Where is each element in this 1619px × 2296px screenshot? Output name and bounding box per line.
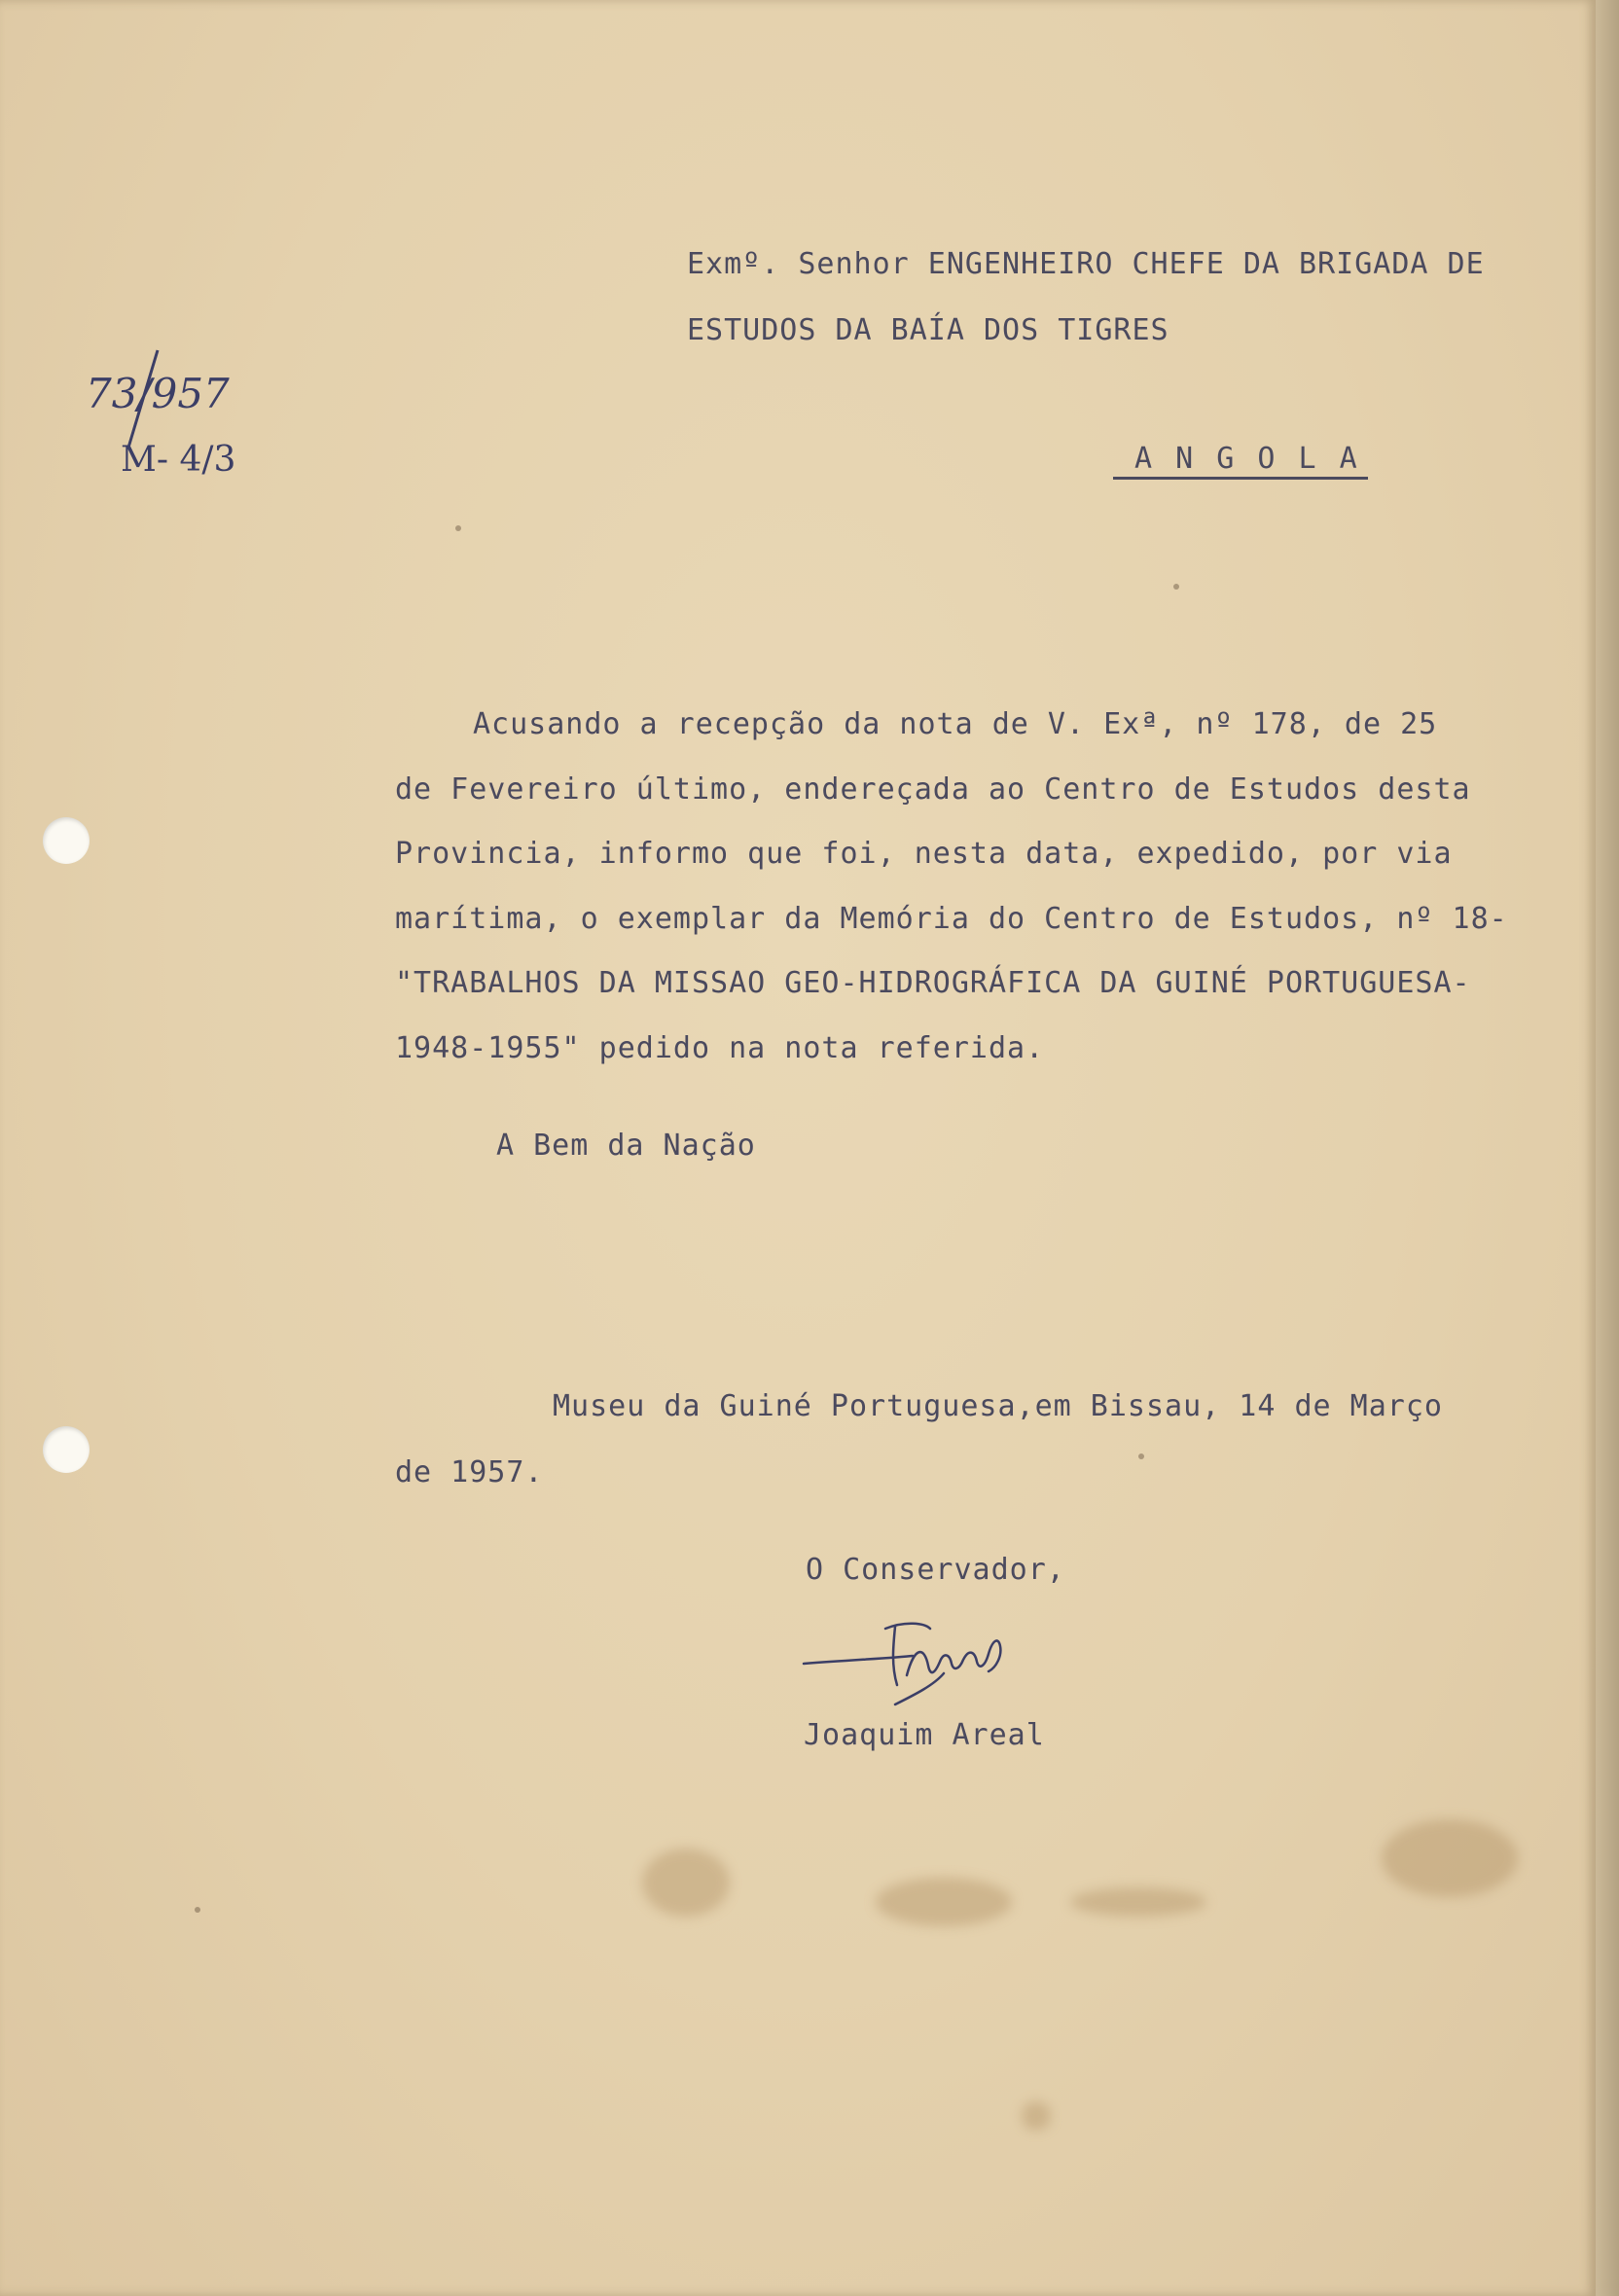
- paper-stain: [1070, 1887, 1206, 1917]
- recipient-location: A N G O L A: [1134, 442, 1360, 476]
- body-line: Provincia, informo que foi, nesta data, expedido, por via: [395, 837, 1453, 871]
- body-line: de Fevereiro último, endereçada ao Centro de Estudos desta: [395, 771, 1471, 807]
- place-date-line-1: Museu da Guiné Portuguesa,em Bissau, 14 de Março: [553, 1389, 1443, 1423]
- recipient-line-2: ESTUDOS DA BAÍA DOS TIGRES: [687, 313, 1169, 347]
- paper-speck: [455, 525, 461, 531]
- file-code: M- 4/3: [121, 440, 236, 480]
- page-edge: [1596, 0, 1619, 2296]
- reference-slash: [111, 346, 169, 453]
- paper-stain: [642, 1848, 730, 1917]
- paper-stain: [1022, 2101, 1051, 2131]
- body-line: marítima, o exemplar da Memória do Centro de Estudos, nº 18-: [395, 901, 1508, 936]
- paper-speck: [1138, 1453, 1144, 1459]
- handwritten-signature: [798, 1607, 1070, 1724]
- punch-hole-bottom: [43, 1426, 90, 1473]
- signatory-title: O Conservador,: [806, 1553, 1065, 1587]
- location-underline: [1113, 477, 1368, 480]
- body-line: 1948-1955" pedido na nota referida.: [395, 1030, 1045, 1065]
- body-line: Acusando a recepção da nota de V. Exª, nº 178, de 25: [473, 707, 1438, 741]
- closing-salutation: A Bem da Nação: [496, 1129, 756, 1163]
- paper-stain: [876, 1878, 1012, 1926]
- paper-speck: [195, 1907, 200, 1913]
- punch-hole-top: [43, 817, 90, 864]
- signatory-name: Joaquim Areal: [804, 1718, 1045, 1752]
- letter-body: [395, 693, 1572, 1081]
- body-line: "TRABALHOS DA MISSAO GEO-HIDROGRÁFICA DA GUINÉ PORTUGUESA-: [395, 966, 1471, 1000]
- recipient-line-1: Exmº. Senhor ENGENHEIRO CHEFE DA BRIGADA DE: [687, 247, 1485, 281]
- paper-stain: [1382, 1819, 1518, 1897]
- reference-number: 73/957: [86, 370, 230, 417]
- place-date-line-2: de 1957.: [395, 1455, 544, 1489]
- paper-speck: [1173, 584, 1179, 590]
